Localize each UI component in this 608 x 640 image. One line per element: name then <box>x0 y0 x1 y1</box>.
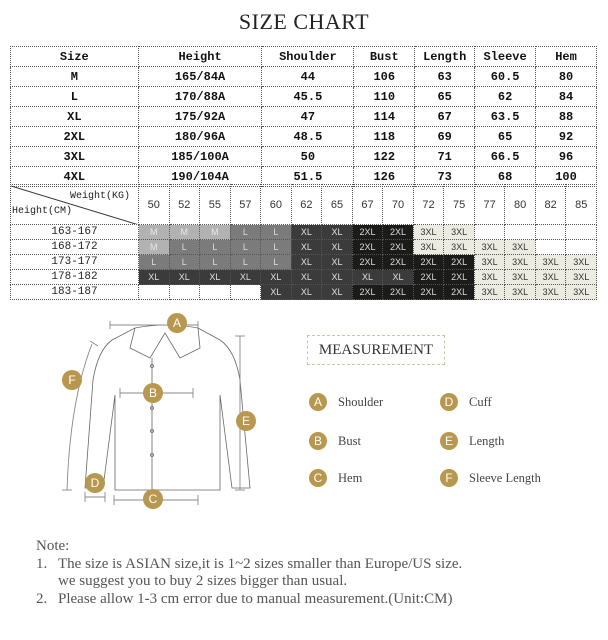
size-cell: XL <box>383 270 414 285</box>
table-cell: 68 <box>475 167 536 187</box>
weight-header-cell: 65 <box>322 185 353 225</box>
size-cell: XL <box>291 255 322 270</box>
legend-label: Shoulder <box>338 394 384 409</box>
size-spec-table <box>10 46 597 187</box>
size-cell: 2XL <box>383 255 414 270</box>
letter-e-icon: E <box>440 432 458 450</box>
svg-text:F: F <box>68 373 76 387</box>
size-recommendation-grid <box>10 184 597 300</box>
size-cell: M <box>139 225 170 240</box>
size-cell: 2XL <box>413 270 444 285</box>
weight-header-cell: 80 <box>505 185 536 225</box>
size-cell: 2XL <box>352 285 383 300</box>
letter-d-icon: D <box>440 393 458 411</box>
size-cell <box>230 285 261 300</box>
size-cell: 3XL <box>535 255 566 270</box>
table-cell: 63 <box>415 67 475 87</box>
height-range-cell: 183-187 <box>11 285 139 300</box>
size-cell: L <box>230 240 261 255</box>
table-cell: 2XL <box>11 127 139 147</box>
weight-header-cell: 52 <box>169 185 200 225</box>
size-cell: XL <box>261 270 292 285</box>
legend-label: Bust <box>338 433 361 448</box>
note-item: 1. The size is ASIAN size,it is 1~2 sizes smaller than Europe/US size. we suggest you to buy 2 sizes bigger than usual. <box>36 555 463 589</box>
size-cell: 2XL <box>383 285 414 300</box>
size-cell: 3XL <box>566 255 597 270</box>
table-cell: 126 <box>354 167 415 187</box>
grid-row <box>11 225 597 240</box>
legend-item-sleeve-length <box>440 469 541 487</box>
legend-item-cuff <box>440 393 492 411</box>
table-cell: XL <box>11 107 139 127</box>
size-cell <box>535 240 566 255</box>
size-cell: M <box>169 225 200 240</box>
size-cell: 3XL <box>474 270 505 285</box>
size-cell: L <box>261 225 292 240</box>
table-cell: 47 <box>262 107 354 127</box>
size-cell: L <box>261 240 292 255</box>
column-header: Bust <box>354 47 415 67</box>
svg-text:B: B <box>148 386 158 400</box>
table-cell: 118 <box>354 127 415 147</box>
size-cell <box>169 285 200 300</box>
table-cell: 3XL <box>11 147 139 167</box>
height-range-cell: 163-167 <box>11 225 139 240</box>
weight-header-cell: 60 <box>261 185 292 225</box>
weight-header-cell: 72 <box>413 185 444 225</box>
svg-text:C: C <box>148 492 158 506</box>
size-cell: L <box>169 255 200 270</box>
table-row <box>11 87 597 107</box>
height-range-cell: 173-177 <box>11 255 139 270</box>
table-cell: 114 <box>354 107 415 127</box>
table-cell: 71 <box>415 147 475 167</box>
table-cell: 185/100A <box>138 147 262 167</box>
column-header: Hem <box>536 47 597 67</box>
column-header: Height <box>138 47 262 67</box>
table-cell: 175/92A <box>138 107 262 127</box>
size-cell: XL <box>352 270 383 285</box>
legend-item-length <box>440 432 504 450</box>
table-cell: 69 <box>415 127 475 147</box>
weight-header-row <box>11 185 597 225</box>
table-cell: 66.5 <box>475 147 536 167</box>
table-cell: 92 <box>536 127 597 147</box>
table-header-row <box>11 47 597 67</box>
size-cell: 3XL <box>566 270 597 285</box>
height-axis-label: Height(CM) <box>12 206 73 217</box>
grid-row <box>11 270 597 285</box>
legend-label: Cuff <box>469 394 492 409</box>
size-cell <box>535 225 566 240</box>
legend-label: Length <box>469 433 505 448</box>
notes-heading: Note: <box>36 538 70 554</box>
table-cell: 48.5 <box>262 127 354 147</box>
size-cell: XL <box>291 270 322 285</box>
weight-header-cell: 70 <box>383 185 414 225</box>
size-cell: L <box>200 240 231 255</box>
grid-row <box>11 240 597 255</box>
svg-text:D: D <box>90 476 100 490</box>
size-cell: XL <box>291 225 322 240</box>
table-cell: 44 <box>262 67 354 87</box>
size-cell: XL <box>322 285 353 300</box>
table-cell: 60.5 <box>475 67 536 87</box>
table-cell: 84 <box>536 87 597 107</box>
table-cell: 65 <box>475 127 536 147</box>
size-cell: 3XL <box>566 285 597 300</box>
weight-header-cell: 50 <box>139 185 170 225</box>
table-cell: 62 <box>475 87 536 107</box>
size-cell: 3XL <box>505 285 536 300</box>
table-cell: 100 <box>536 167 597 187</box>
legend-item-shoulder <box>309 393 383 411</box>
size-cell: 2XL <box>383 225 414 240</box>
size-cell: XL <box>169 270 200 285</box>
measurement-heading: MEASUREMENT <box>307 335 445 365</box>
size-cell <box>474 225 505 240</box>
size-cell: L <box>230 255 261 270</box>
table-cell: 45.5 <box>262 87 354 107</box>
weight-axis-label: Weight(KG) <box>69 191 130 202</box>
size-cell: 2XL <box>383 240 414 255</box>
size-cell: L <box>261 255 292 270</box>
size-cell: M <box>200 225 231 240</box>
size-cell: 2XL <box>444 270 475 285</box>
letter-a-icon: A <box>309 393 327 411</box>
size-cell: XL <box>322 270 353 285</box>
size-cell: XL <box>291 285 322 300</box>
table-cell: 51.5 <box>262 167 354 187</box>
weight-header-cell: 55 <box>200 185 231 225</box>
size-cell: 3XL <box>413 240 444 255</box>
diagonal-header-cell <box>11 185 139 225</box>
table-cell: L <box>11 87 139 107</box>
table-cell: 63.5 <box>475 107 536 127</box>
table-cell: M <box>11 67 139 87</box>
legend-item-bust <box>309 432 361 450</box>
size-cell: XL <box>230 270 261 285</box>
table-cell: 122 <box>354 147 415 167</box>
size-cell <box>505 225 536 240</box>
grid-row <box>11 285 597 300</box>
table-cell: 88 <box>536 107 597 127</box>
weight-header-cell: 77 <box>474 185 505 225</box>
size-cell: 2XL <box>444 285 475 300</box>
size-cell: 3XL <box>413 225 444 240</box>
height-range-cell: 178-182 <box>11 270 139 285</box>
column-header: Size <box>11 47 139 67</box>
size-cell: L <box>230 225 261 240</box>
legend-item-hem <box>309 469 362 487</box>
weight-header-cell: 57 <box>230 185 261 225</box>
table-cell: 106 <box>354 67 415 87</box>
notes-section <box>36 538 463 608</box>
table-row <box>11 107 597 127</box>
size-cell: XL <box>200 270 231 285</box>
weight-header-cell: 67 <box>352 185 383 225</box>
size-cell: 3XL <box>444 225 475 240</box>
size-cell: 3XL <box>505 240 536 255</box>
size-cell: L <box>200 255 231 270</box>
weight-header-cell: 82 <box>535 185 566 225</box>
size-cell: XL <box>139 270 170 285</box>
size-cell: XL <box>261 285 292 300</box>
page-title: SIZE CHART <box>238 9 370 34</box>
size-cell: 2XL <box>352 255 383 270</box>
size-cell: 2XL <box>413 285 444 300</box>
weight-header-cell: 62 <box>291 185 322 225</box>
table-cell: 170/88A <box>138 87 262 107</box>
grid-row <box>11 255 597 270</box>
size-cell: XL <box>322 255 353 270</box>
letter-b-icon: B <box>309 432 327 450</box>
height-range-cell: 168-172 <box>11 240 139 255</box>
weight-header-cell: 85 <box>566 185 597 225</box>
svg-text:E: E <box>241 414 251 428</box>
size-cell: M <box>139 240 170 255</box>
letter-c-icon: C <box>309 469 327 487</box>
size-cell: 2XL <box>413 255 444 270</box>
table-cell: 73 <box>415 167 475 187</box>
table-cell: 190/104A <box>138 167 262 187</box>
table-cell: 80 <box>536 67 597 87</box>
size-cell <box>200 285 231 300</box>
table-cell: 4XL <box>11 167 139 187</box>
size-cell: 2XL <box>352 240 383 255</box>
size-cell <box>566 225 597 240</box>
table-cell: 165/84A <box>138 67 262 87</box>
note-item: 2. Please allow 1-3 cm error due to manual measurement.(Unit:CM) <box>36 590 453 607</box>
column-header: Sleeve <box>475 47 536 67</box>
size-cell: L <box>169 240 200 255</box>
table-cell: 67 <box>415 107 475 127</box>
weight-header-cell: 75 <box>444 185 475 225</box>
size-cell <box>566 240 597 255</box>
table-row <box>11 67 597 87</box>
size-cell: 3XL <box>505 270 536 285</box>
size-cell: 3XL <box>535 270 566 285</box>
table-cell: 110 <box>354 87 415 107</box>
size-cell: 3XL <box>474 240 505 255</box>
table-cell: 96 <box>536 147 597 167</box>
size-cell: 2XL <box>352 225 383 240</box>
size-cell: XL <box>322 225 353 240</box>
column-header: Length <box>415 47 475 67</box>
size-cell: 3XL <box>535 285 566 300</box>
legend-label: Hem <box>338 470 363 485</box>
table-cell: 180/96A <box>138 127 262 147</box>
size-cell: XL <box>291 240 322 255</box>
column-header: Shoulder <box>262 47 354 67</box>
letter-f-icon: F <box>440 469 458 487</box>
svg-text:A: A <box>172 316 182 330</box>
size-cell: 3XL <box>505 255 536 270</box>
table-row <box>11 127 597 147</box>
table-cell: 50 <box>262 147 354 167</box>
size-cell: 3XL <box>444 240 475 255</box>
size-cell: L <box>139 255 170 270</box>
table-cell: 65 <box>415 87 475 107</box>
shirt-diagram <box>40 300 280 520</box>
size-cell: 3XL <box>474 285 505 300</box>
size-cell: 2XL <box>444 255 475 270</box>
size-cell <box>139 285 170 300</box>
size-cell: 3XL <box>474 255 505 270</box>
size-cell: XL <box>322 240 353 255</box>
table-row <box>11 147 597 167</box>
legend-label: Sleeve Length <box>469 470 541 485</box>
